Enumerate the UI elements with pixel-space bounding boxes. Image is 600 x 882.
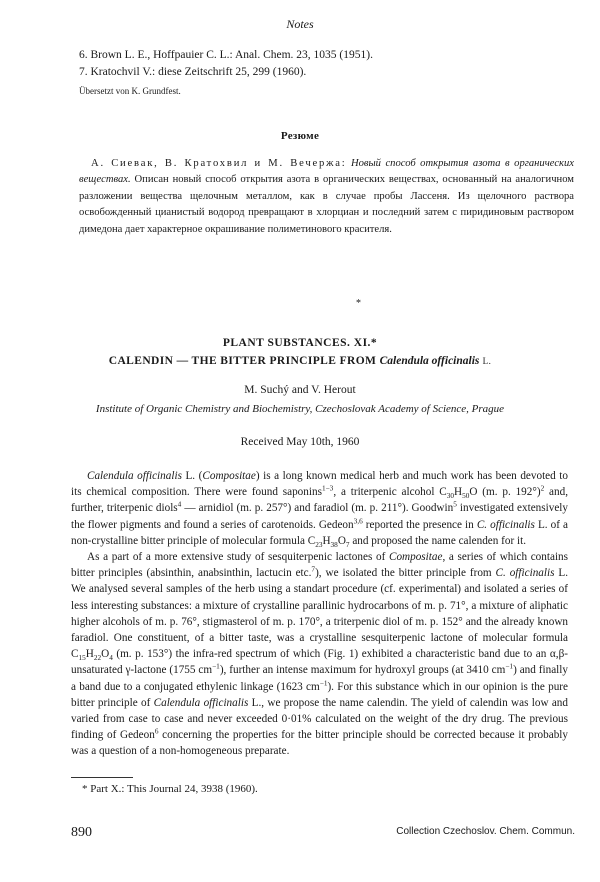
body-paragraph-1: Calendula officinalis L. (Compositae) is a long known medical herb and much work has been devoted to its chemical composition. There were found saponins$^{1-3}$, a triterpenic alcohol $C_{30}H_{50}O$ (m. p. 192°)$^2$ and, further, triterpenic diols$^4$ — arnidiol (m. p. 257°) and faradiol (m. p. 211°). Goodwin$^5$ investigated extensively the flower pigments and found a series of carotenoids. Gedeon$^{3,6}$ reported the presence in C. officinalis L. of a non-crystalline bitter principle of molecular formula $C_{23}H_{38}O_7$ and proposed the name calenden for it.	[71, 470, 569, 550]
resume-text: Описан новый способ открытия азота в органических веществах, основанный на аналогичном разложении вещества щелочным металлом, как в случае пробы Лассеня. Из щелочного раствора освобожденный цианистый водород превращают в хлорциан и последний затем с пиридиновым раствором димедона дает характерное окрашивание полиметинового красителя.	[79, 174, 574, 235]
resume-paragraph	[79, 156, 574, 238]
article-title-line-1: PLANT SUBSTANCES. XI.*	[222, 337, 378, 349]
running-head: Notes	[286, 17, 314, 31]
translator-note: Übersetzt von K. Grundfest.	[79, 86, 181, 96]
reference-item: 7. Kratochvil V.: diese Zeitschrift 25, 299 (1960).	[79, 66, 307, 78]
journal-name: Collection Czechoslov. Chem. Commun.	[396, 826, 575, 837]
body-paragraph-2: As a part of a more extensive study of sesquiterpenic lactones of Compositae, a series of which contains bitter principles (absinthin, anabsinthin, lactucin etc.$^7$), we isolated the bitter principle from C. officinalis L. We analysed several samples of the herb using a standart procedure (cf. experimental) and isolated a series of less interesting substances: a mixture of crystalline parallinic hydrocarbons of m. p. 71°, a mixture of aliphatic higher alcohols of m. p. 76°, stigmasterol of m. p. 170°, a triterpenic diol of m. p. 152° and the already known faradiol. One constituent, of a bitter taste, was a crystalline sesquiterpenic lactone of molecular formula $C_{15}H_{22}O_4$ (m. p. 153°) the infra-red spectrum of which (Fig. 1) exhibited a characteristic band due to an α,β-unsaturated γ-lactone (1755 $cm^{-1}$), further an intense maximum for hydroxyl groups (at 3410 $cm^{-1}$) and finally a band due to a conjugated ethylenic linkage (1623 $cm^{-1}$). For this substance which in our opinion is the pure bitter principle of Calendula officinalis L., we propose the name calendin. The yield of calendin was low and varied from case to case and never exceeded 0·01% calculated on the weight of the dry drug. The previous finding of Gedeon$^6$ concerning the properties for the bitter principle should be corrected because it probably was a question of a non-homogeneous preparate.	[71, 551, 569, 758]
article-affiliation: Institute of Organic Chemistry and Biochemistry, Czechoslovak Academy of Science, Prague	[95, 403, 505, 415]
article-authors: M. Suchý and V. Herout	[244, 384, 356, 396]
received-date: Received May 10th, 1960	[240, 436, 360, 448]
article-title-line-2	[0, 355, 600, 367]
footnote-rule	[71, 777, 133, 778]
resume-heading: Резюме	[280, 130, 320, 142]
title-prefix: CALENDIN — THE BITTER PRINCIPLE FROM	[108, 355, 377, 367]
reference-item: 6. Brown L. E., Hoffpauier C. L.: Anal. Chem. 23, 1035 (1951).	[79, 49, 373, 61]
resume-authors: А. Сиевак, В. Кратохвил и М. Вечержа:	[91, 158, 347, 169]
article-body	[71, 468, 568, 760]
title-suffix: L.	[482, 356, 492, 366]
page-number: 890	[71, 825, 92, 840]
separator-mark: *	[356, 298, 361, 309]
reference-list	[79, 47, 559, 81]
resume-title: Новый способ открытия азота в органических веществах.	[79, 158, 574, 186]
title-species: Calendula officinalis	[379, 355, 480, 367]
footnote: * Part X.: This Journal 24, 3938 (1960).	[82, 783, 258, 795]
